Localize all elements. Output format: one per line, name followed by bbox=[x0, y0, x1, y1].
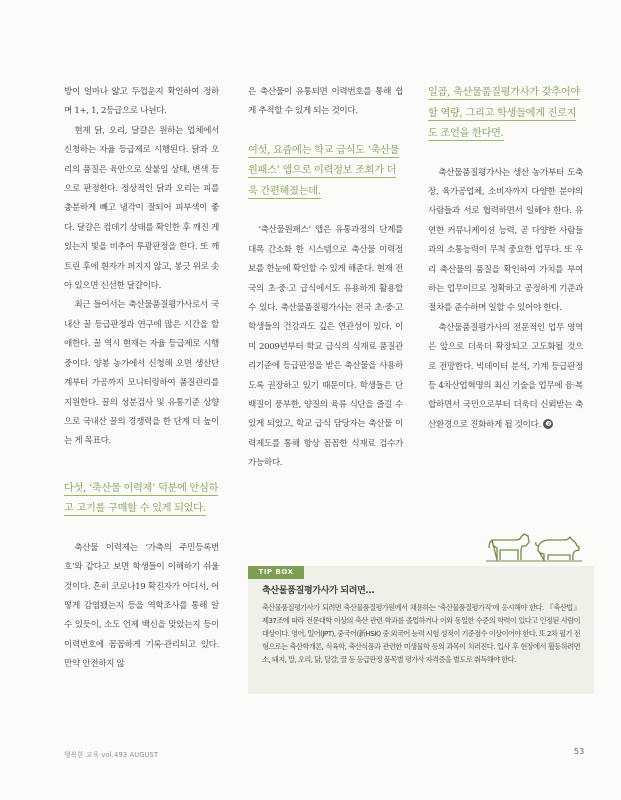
section-heading-7: 일곱, 축산물품질평가사가 갖추어야 할 역량, 그리고 학생들에게 진로지도 조언을 한다면. bbox=[428, 87, 580, 139]
column-3 bbox=[428, 83, 583, 435]
footer-magazine: 행복한 교육 vol.493 AUGUST bbox=[64, 751, 159, 759]
section-heading-6: 여섯, 요즘에는 학교 급식도 ‘축산물원패스’ 앱으로 이력정보 조회가 더욱 간편해졌는데. bbox=[248, 144, 400, 197]
page-number: 53 bbox=[574, 747, 585, 756]
paragraph: 최근 들어서는 축산물품질평가사로서 국내산 꿀 등급판정과 연구에 많은 시간을 할애한다. 꿀 역시 현재는 자율 등급제로 시행 중이다. 양봉 농가에서 신청해 오면 생산단계부터 가공까지 모니터링하여 품질관리를 지원한다. 꿀의 성분검사 및 유통기준 상향으로 국내산 꿀의 경쟁력을 한 단계 더 높이는 게 목표다. bbox=[64, 300, 219, 447]
paragraph: ‘축산물원패스’ 앱은 유통과정의 단계를 대폭 간소화 한 시스템으로 축산물 이력정보를 한눈에 확인할 수 있게 해준다. 현재 전국의 초·중·고 급식에서도 유용하게 활용할 수 있다. 축산물품질평가사는 전국 초·중·고 학생들의 건강과도 깊은 연관성이 있다. 이미 2009년부터 학교 급식의 식재료 품질관리기준에 등급판정을 받은 축산물을 사용하도록 권장하고 있기 때문이다. 학생들은 단백질이 풍부한, 양질의 육류 식단을 즐길 수 있게 되었고, 학교 급식 담당자는 축산물 이력제도를 통해 항상 꼼꼼한 식재료 검수가 가능하다. bbox=[248, 225, 403, 469]
tip-box bbox=[248, 566, 594, 694]
paragraph: 현재 닭, 오리, 달걀은 원하는 업체에서 신청하는 자율 등급제로 시행된다. 닭과 오리의 품질은 육안으로 살붙임 상태, 변색 등으로 판정한다. 정상적인 닭과 오리는 피를 충분하게 빼고 냉각이 잘되어 피부색이 좋다. 달걀은 컴데기 상태를 확인한 후 깨진 게 있는지 빛을 비추어 투광판정을 한다. 또 깨트린 후에 흰자가 퍼지지 않고, 봉긋 위로 솟아 있으면 신선한 달걀이다. bbox=[64, 125, 219, 292]
paragraph: 축산물품질평가사는 생산 농가부터 도축장, 육가공업체, 소비자까지 다양한 분야의 사람들과 서로 협력하면서 일해야 한다. 유연한 커뮤니케이션 능력, 곧 다양한 사람들과의 소통능력이 무척 중요한 업무다. 또 우리 축산물의 품질을 확인하여 가치를 부여하는 업무이므로 정확하고 공정하게 기준과 절차를 준수하며 일할 수 있어야 한다. bbox=[428, 167, 583, 314]
paragraph: 축산물 이력제는 ‘가축의 주민등록번호’와 같다고 보면 학생들이 이해하기 쉬울 것이다. 흔히 코로나19 확진자가 어디서, 어떻게 감염됐는지 등을 역학조사를 통해 알 수 있듯이, 소도 언제 백신을 맞았는지 등이 이력번호에 꼼꼼하게 기록·관리되고 있다. 만약 안전하지 않 bbox=[64, 542, 219, 670]
paragraph: 축산물품질평가사의 전문적인 업무 영역은 앞으로 더욱더 확장되고 고도화될 것으로 전망한다. 빅데이터 분석, 기계 등급판정 등 4차산업혁명의 최신 기술을 업무에 융·복합하면서 국민으로부터 더욱더 신뢰받는 축산환경으로 진화하게 될 것이다. ❷ bbox=[428, 322, 583, 430]
end-mark-icon: ❷ bbox=[543, 419, 553, 429]
column-2 bbox=[248, 83, 403, 474]
tip-box-tab: TIP BOX bbox=[248, 566, 304, 579]
tip-box-body: 축산물품질평가사가 되려면 축산물품질평가원에서 채용하는 ‘축산물품질평가직’에 응시해야 한다. 『축산법』 제37조에 따라 전문대학 이상의 축산 관련 학과를 졸업하거나 이와 동일한 수준의 학력이 있다고 인정된 사람이 대상이다. 영어, 일어(JPT), 중국어(新HSK) 중 외국어 능력 시험 성적이 기준점수 이상이어야 한다. 또 2차 필기 전형으로는 축산학개론, 식육학, 축산식품과 관련한 미생물학 등의 과목이 치러진다. 입사 후 현장에서 활동하려면 소, 돼지, 말, 오리, 닭, 달걀, 꿀 등 등급판정 품목별 평가사 자격증을 별도로 취득해야 한다. bbox=[262, 603, 580, 664]
paragraph: 방이 얼마나 얇고 두껍운지 확인하여 정하며 1+, 1, 2등급으로 나뉜다. bbox=[64, 87, 219, 117]
section-heading-5: 다섯, ‘축산물 이력제’ 덕분에 안심하고 고기를 구매할 수 있게 되었다. bbox=[64, 482, 219, 515]
cow-icon bbox=[489, 534, 529, 560]
pig-icon bbox=[536, 537, 579, 560]
tip-box-heading: 축산물품질평가사가 되려면… bbox=[262, 586, 375, 596]
column-1 bbox=[64, 83, 219, 675]
paragraph: 은 축산물이 유통되면 이력번호를 통해 쉽게 추적할 수 있게 되는 것이다. bbox=[248, 87, 403, 117]
livestock-illustration bbox=[486, 528, 582, 566]
